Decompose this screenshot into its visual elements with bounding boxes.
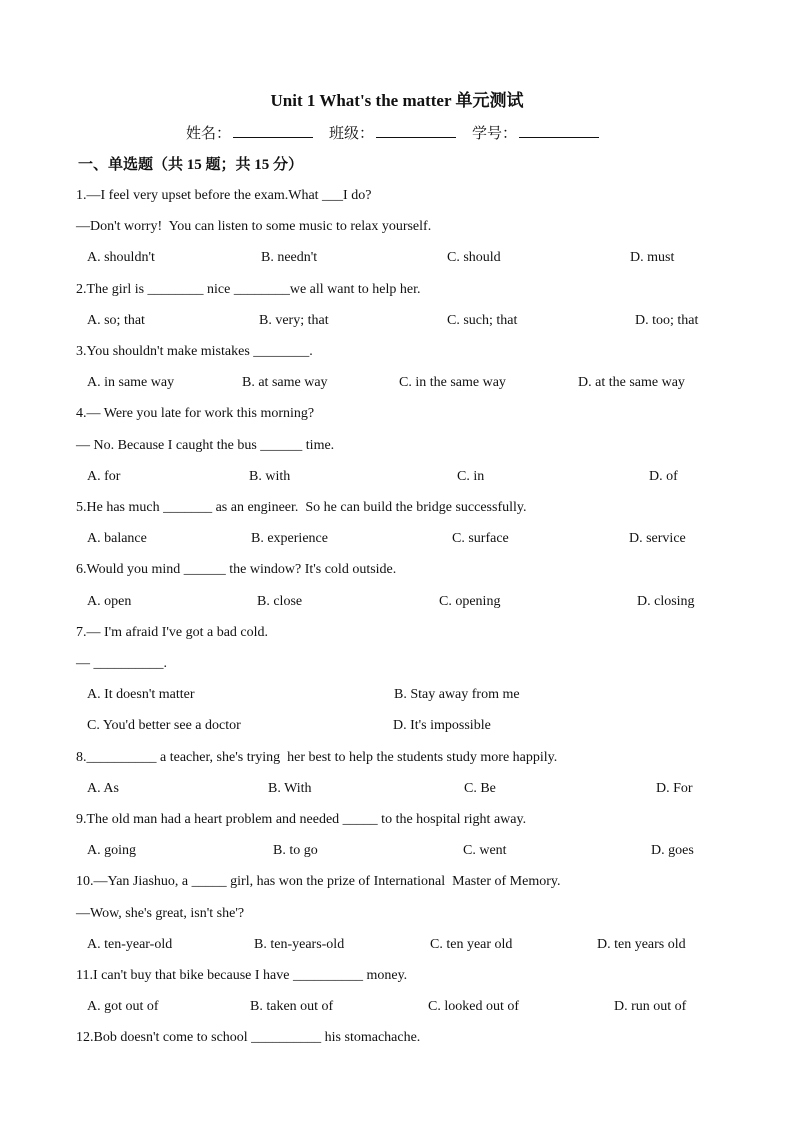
class-blank[interactable] [376, 123, 456, 138]
question-5-option-b[interactable]: B. experience [251, 531, 328, 546]
number-field[interactable] [472, 122, 599, 143]
question-10-option-a[interactable]: A. ten-year-old [87, 937, 173, 952]
question-6-stem-1: 6.Would you mind ______ the window? It's cold outside. [76, 562, 397, 577]
question-5-option-d[interactable]: D. service [629, 531, 686, 546]
question-2-option-a[interactable]: A. so; that [87, 313, 145, 328]
question-4-stem-1: 4.— Were you late for work this morning? [76, 406, 315, 421]
question-6-option-a[interactable]: A. open [87, 594, 132, 609]
name-blank[interactable] [233, 123, 313, 138]
question-11-option-d[interactable]: D. run out of [614, 999, 687, 1014]
question-6-option-d[interactable]: D. closing [637, 594, 695, 609]
question-10-option-b[interactable]: B. ten-years-old [254, 937, 345, 952]
question-7-option-a[interactable]: A. It doesn't matter [87, 687, 195, 702]
question-4-option-b[interactable]: B. with [249, 469, 291, 484]
question-2-stem-1: 2.The girl is ________ nice ________we all want to help her. [76, 282, 421, 297]
question-7-option-b[interactable]: B. Stay away from me [394, 687, 520, 702]
question-9-option-a[interactable]: A. going [87, 843, 136, 858]
number-blank[interactable] [519, 123, 599, 138]
question-5-option-c[interactable]: C. surface [452, 531, 509, 546]
question-8-option-a[interactable]: A. As [87, 781, 119, 796]
name-label: 姓名： [186, 126, 232, 142]
question-1-stem-1: 1.—I feel very upset before the exam.What ___I do? [76, 188, 372, 203]
question-4-stem-2: — No. Because I caught the bus ______ time. [76, 438, 335, 453]
class-label: 班级： [329, 126, 375, 142]
question-1-option-c[interactable]: C. should [447, 250, 501, 265]
question-9-option-c[interactable]: C. went [463, 843, 507, 858]
question-1-option-b[interactable]: B. needn't [261, 250, 318, 265]
question-7-option-c[interactable]: C. You'd better see a doctor [87, 718, 241, 733]
question-8-stem-1: 8.__________ a teacher, she's trying her best to help the students study more happily. [76, 750, 558, 765]
question-8-option-d[interactable]: D. For [656, 781, 693, 796]
page-title: Unit 1 What's the matter 单元测试 [270, 91, 524, 110]
question-7-option-d[interactable]: D. It's impossible [393, 718, 491, 733]
class-field[interactable] [329, 122, 456, 143]
question-11-option-c[interactable]: C. looked out of [428, 999, 519, 1014]
question-11-stem-1: 11.I can't buy that bike because I have __________ money. [76, 968, 408, 983]
question-2-option-d[interactable]: D. too; that [635, 313, 699, 328]
question-1-option-d[interactable]: D. must [630, 250, 675, 265]
question-2-option-b[interactable]: B. very; that [259, 313, 329, 328]
question-3-stem-1: 3.You shouldn't make mistakes ________. [76, 344, 313, 359]
question-3-option-a[interactable]: A. in same way [87, 375, 175, 390]
question-5-option-a[interactable]: A. balance [87, 531, 147, 546]
question-3-option-c[interactable]: C. in the same way [399, 375, 506, 390]
question-1-option-a[interactable]: A. shouldn't [87, 250, 155, 265]
question-11-option-b[interactable]: B. taken out of [250, 999, 334, 1014]
question-4-option-c[interactable]: C. in [457, 469, 485, 484]
question-4-option-d[interactable]: D. of [649, 469, 678, 484]
question-2-option-c[interactable]: C. such; that [447, 313, 518, 328]
question-7-stem-1: 7.— I'm afraid I've got a bad cold. [76, 625, 269, 640]
question-3-option-d[interactable]: D. at the same way [578, 375, 685, 390]
question-3-option-b[interactable]: B. at same way [242, 375, 328, 390]
section-title: 一、单选题（共 15 题；共 15 分） [78, 157, 304, 173]
question-6-option-c[interactable]: C. opening [439, 594, 501, 609]
student-info-row [186, 122, 615, 143]
question-9-option-d[interactable]: D. goes [651, 843, 694, 858]
question-4-option-a[interactable]: A. for [87, 469, 121, 484]
question-7-stem-2: — __________. [76, 656, 167, 671]
question-8-option-b[interactable]: B. With [268, 781, 312, 796]
question-8-option-c[interactable]: C. Be [464, 781, 496, 796]
question-1-stem-2: —Don't worry! You can listen to some music to relax yourself. [76, 219, 432, 234]
question-12-stem-1: 12.Bob doesn't come to school __________ his stomachache. [76, 1030, 421, 1045]
question-10-option-c[interactable]: C. ten year old [430, 937, 513, 952]
question-9-stem-1: 9.The old man had a heart problem and needed _____ to the hospital right away. [76, 812, 527, 827]
question-10-stem-1: 10.—Yan Jiashuo, a _____ girl, has won the prize of International Master of Memory. [76, 874, 561, 889]
name-field[interactable] [186, 122, 313, 143]
question-11-option-a[interactable]: A. got out of [87, 999, 159, 1014]
question-10-stem-2: —Wow, she's great, isn't she'? [76, 906, 245, 921]
question-10-option-d[interactable]: D. ten years old [597, 937, 686, 952]
question-6-option-b[interactable]: B. close [257, 594, 303, 609]
question-5-stem-1: 5.He has much _______ as an engineer. So he can build the bridge successfully. [76, 500, 527, 515]
question-9-option-b[interactable]: B. to go [273, 843, 318, 858]
number-label: 学号： [472, 126, 518, 142]
